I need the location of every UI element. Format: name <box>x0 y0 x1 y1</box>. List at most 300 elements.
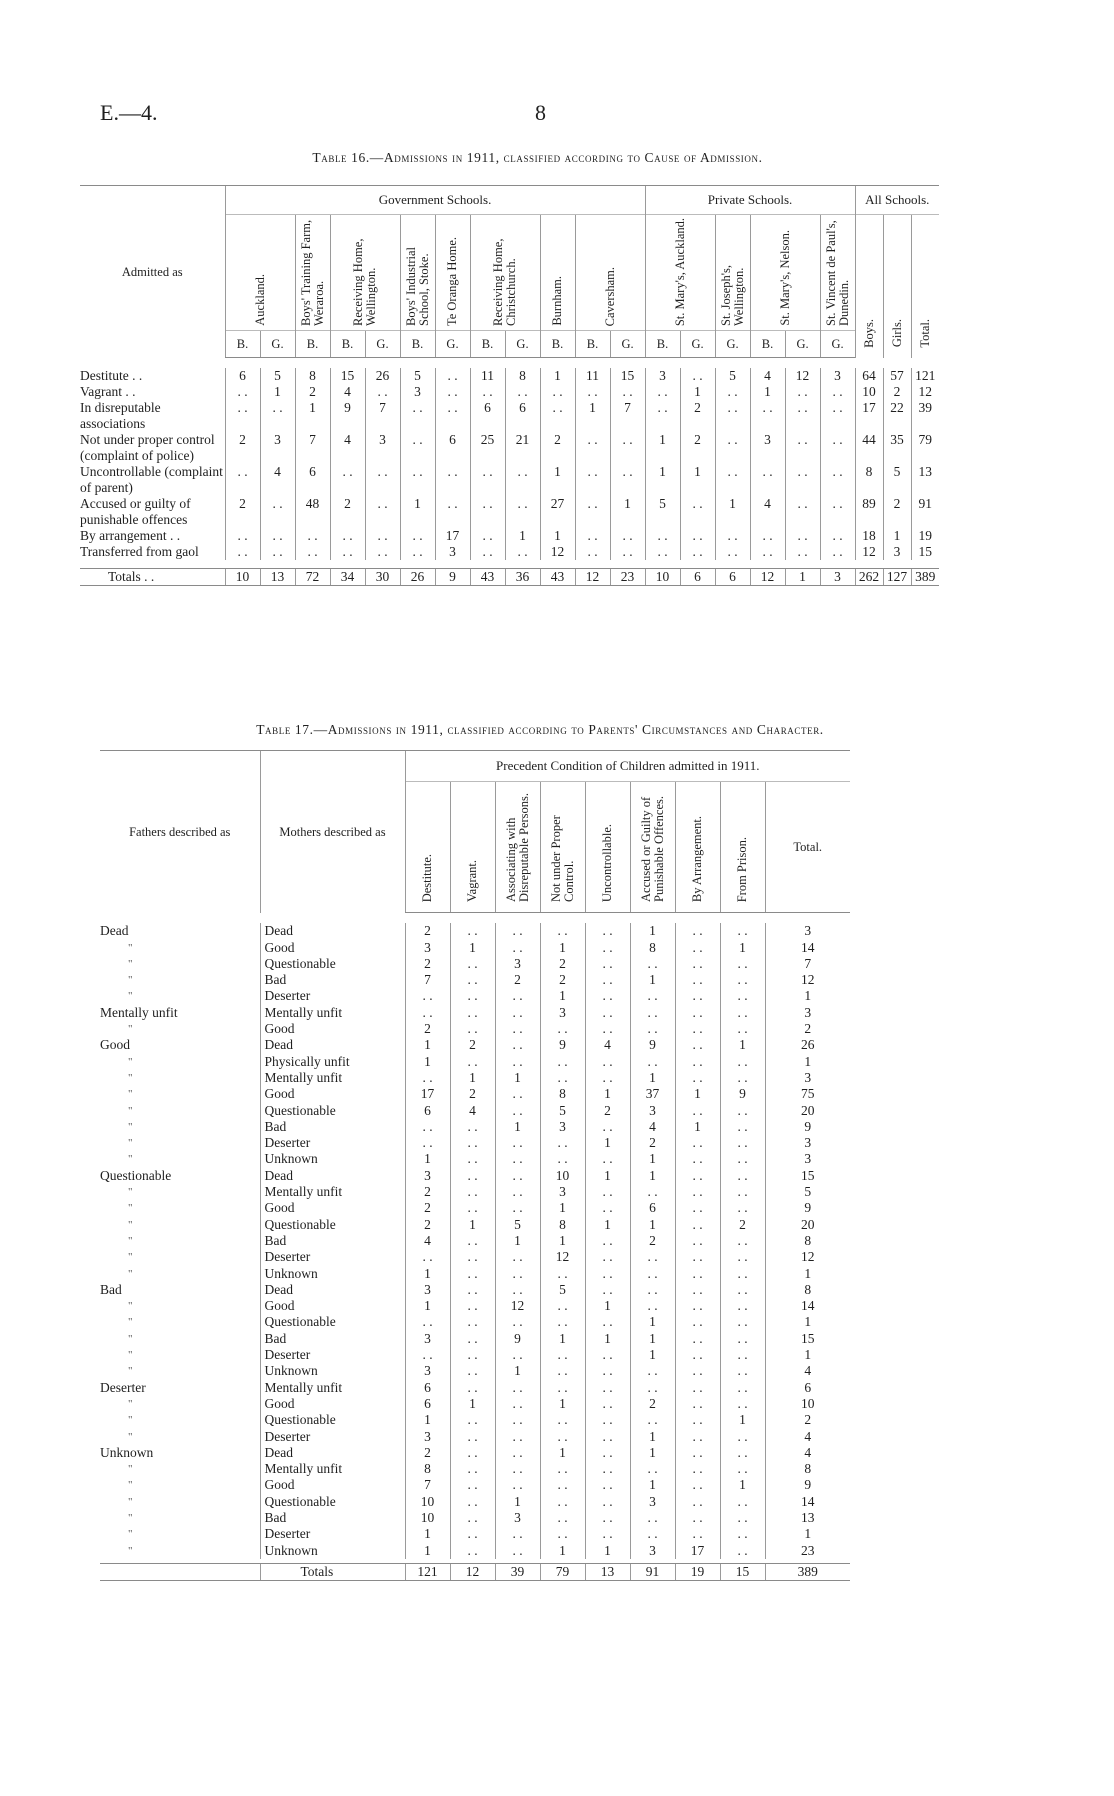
totals-cell: 12 <box>450 1563 495 1580</box>
table-cell: . . <box>540 1135 585 1151</box>
table-cell: 2 <box>630 1233 675 1249</box>
table-cell: . . <box>505 384 540 400</box>
table-cell: 57 <box>883 368 911 384</box>
table-cell: . . <box>675 923 720 939</box>
table-cell: 1 <box>540 464 575 496</box>
table-cell: . . <box>675 1412 720 1428</box>
table-cell: 1 <box>540 1200 585 1216</box>
father-description: " <box>128 1023 133 1036</box>
mother-description: Bad <box>260 972 405 988</box>
totals-cell: 6 <box>715 569 750 586</box>
table-cell: 2 <box>405 1184 450 1200</box>
table-cell: . . <box>575 384 610 400</box>
table-cell: 15 <box>330 368 365 384</box>
table-cell: 91 <box>911 496 939 528</box>
table-row <box>100 1494 850 1510</box>
table-cell: . . <box>400 544 435 560</box>
table-cell: 1 <box>630 1477 675 1493</box>
table-cell: . . <box>675 1526 720 1542</box>
mother-description: Good <box>260 1298 405 1314</box>
table-cell: 1 <box>630 1217 675 1233</box>
table-cell: 2 <box>680 400 715 432</box>
table-cell: . . <box>450 1380 495 1396</box>
table-cell: . . <box>585 1494 630 1510</box>
table-cell: 2 <box>405 956 450 972</box>
table-cell: 2 <box>330 496 365 528</box>
table-cell: 7 <box>295 432 330 464</box>
table-row <box>100 1510 850 1526</box>
totals-cell: 12 <box>750 569 785 586</box>
precedent-condition-header: Precedent Condition of Children admitted in 1911. <box>405 751 850 782</box>
table-row <box>80 384 939 400</box>
table-cell: . . <box>750 528 785 544</box>
table-cell: . . <box>540 1510 585 1526</box>
table-cell: . . <box>720 1543 765 1559</box>
condition-col-header <box>450 782 495 913</box>
table-cell: . . <box>585 1363 630 1379</box>
table-cell: . . <box>450 1021 495 1037</box>
table-cell: 2 <box>720 1217 765 1233</box>
table-cell: . . <box>675 1461 720 1477</box>
mother-description: Good <box>260 1086 405 1102</box>
table-cell: 3 <box>540 1119 585 1135</box>
table-cell: . . <box>575 496 610 528</box>
table-cell: . . <box>585 1119 630 1135</box>
table-cell: . . <box>405 1070 450 1086</box>
table-cell: . . <box>720 1266 765 1282</box>
table-cell: . . <box>330 528 365 544</box>
table-cell: . . <box>675 940 720 956</box>
table-cell: . . <box>675 1103 720 1119</box>
table-cell: 1 <box>680 464 715 496</box>
table-cell: . . <box>630 1412 675 1428</box>
table-cell: 3 <box>260 432 295 464</box>
table-cell: . . <box>630 1510 675 1526</box>
table-cell: 9 <box>495 1331 540 1347</box>
condition-col-header <box>675 782 720 913</box>
table-cell: . . <box>295 544 330 560</box>
table-cell: 8 <box>540 1217 585 1233</box>
table-cell: 18 <box>855 528 883 544</box>
mother-description: Mentally unfit <box>260 1184 405 1200</box>
table-row <box>100 1429 850 1445</box>
mother-description: Bad <box>260 1233 405 1249</box>
table-cell: . . <box>495 1314 540 1330</box>
table-cell: . . <box>675 1168 720 1184</box>
row-total: 12 <box>765 1249 850 1265</box>
totals-cell: 72 <box>295 569 330 586</box>
table-cell: . . <box>450 1119 495 1135</box>
row-total: 14 <box>765 940 850 956</box>
table-cell: 3 <box>630 1103 675 1119</box>
table-row <box>80 496 939 528</box>
table-cell: 1 <box>450 1217 495 1233</box>
father-description: " <box>128 1528 133 1541</box>
table-cell: . . <box>495 988 540 1004</box>
table-cell: . . <box>470 496 505 528</box>
table-cell: 5 <box>260 368 295 384</box>
row-total: 7 <box>765 956 850 972</box>
row-total: 14 <box>765 1494 850 1510</box>
table-cell: 1 <box>630 972 675 988</box>
table-cell: . . <box>450 1510 495 1526</box>
table-row <box>80 464 939 496</box>
table-row <box>100 923 850 939</box>
row-label: Not under proper control (complaint of police) <box>80 432 215 463</box>
table-cell: . . <box>435 368 470 384</box>
table-cell: . . <box>820 496 855 528</box>
table-cell: . . <box>365 544 400 560</box>
table-cell: . . <box>610 384 645 400</box>
mother-description: Deserter <box>260 1249 405 1265</box>
table-cell: . . <box>400 464 435 496</box>
table-cell: . . <box>820 384 855 400</box>
mother-description: Deserter <box>260 1526 405 1542</box>
table-cell: 26 <box>365 368 400 384</box>
table-cell: . . <box>575 528 610 544</box>
table-cell: . . <box>675 988 720 1004</box>
sex-subheader: B. <box>750 331 785 358</box>
table-row <box>100 1380 850 1396</box>
father-description: " <box>128 1414 133 1427</box>
table-cell: . . <box>495 1461 540 1477</box>
table-cell: 37 <box>630 1086 675 1102</box>
table16-caption: Table 16.—Admissions in 1911, classified according to Cause of Admission. <box>312 150 763 165</box>
father-description: Bad <box>100 1281 122 1297</box>
table-cell: . . <box>495 1396 540 1412</box>
table-cell: . . <box>785 528 820 544</box>
table-cell: 22 <box>883 400 911 432</box>
row-total: 9 <box>765 1200 850 1216</box>
table-cell: 4 <box>450 1103 495 1119</box>
sex-subheader: G. <box>435 331 470 358</box>
table-cell: 2 <box>883 384 911 400</box>
table-cell: 1 <box>720 1037 765 1053</box>
row-total: 4 <box>765 1429 850 1445</box>
table-cell: . . <box>495 1412 540 1428</box>
table-cell: . . <box>540 1054 585 1070</box>
table-cell: . . <box>715 432 750 464</box>
table-cell: . . <box>630 1380 675 1396</box>
table-cell: 17 <box>435 528 470 544</box>
table-cell: 1 <box>585 1086 630 1102</box>
table-cell: . . <box>680 496 715 528</box>
table-cell: . . <box>720 1298 765 1314</box>
totals-cell: 6 <box>680 569 715 586</box>
table-cell: . . <box>820 400 855 432</box>
table-cell: . . <box>820 528 855 544</box>
table-cell: 25 <box>470 432 505 464</box>
table-cell: 1 <box>405 1412 450 1428</box>
table-cell: . . <box>720 1168 765 1184</box>
table-cell: . . <box>720 1526 765 1542</box>
mother-description: Good <box>260 940 405 956</box>
totals-cell: 10 <box>225 569 260 586</box>
table-cell: 2 <box>540 432 575 464</box>
institution-header <box>435 215 470 331</box>
table-cell: 1 <box>575 400 610 432</box>
row-total: 20 <box>765 1103 850 1119</box>
table-cell: . . <box>260 528 295 544</box>
table-cell: 1 <box>715 496 750 528</box>
table-cell: . . <box>495 1086 540 1102</box>
table-cell: . . <box>495 1266 540 1282</box>
row-total: 2 <box>765 1412 850 1428</box>
table-cell: . . <box>225 400 260 432</box>
condition-col-label: Uncontrollable. <box>600 823 614 902</box>
table-cell: . . <box>540 1429 585 1445</box>
institution-header <box>470 215 540 331</box>
table-cell: . . <box>450 1363 495 1379</box>
table-cell: 121 <box>911 368 939 384</box>
table-row <box>100 940 850 956</box>
table-cell: 1 <box>585 1331 630 1347</box>
totals-cell: 127 <box>883 569 911 586</box>
row-label-header: Admitted as <box>80 186 225 358</box>
row-total: 2 <box>765 1021 850 1037</box>
table-cell: . . <box>630 956 675 972</box>
table-cell: 6 <box>295 464 330 496</box>
sex-subheader: B. <box>575 331 610 358</box>
table-cell: . . <box>675 1266 720 1282</box>
condition-col-label: Associating with Disreputable Persons. <box>503 792 531 902</box>
table-cell: . . <box>540 923 585 939</box>
table-cell: . . <box>435 496 470 528</box>
totals-cell: 23 <box>610 569 645 586</box>
table-cell: . . <box>630 1363 675 1379</box>
table-cell: . . <box>495 1445 540 1461</box>
institution-name: Te Oranga Home. <box>445 236 459 326</box>
row-total: 20 <box>765 1217 850 1233</box>
father-description: " <box>128 1218 133 1231</box>
table-cell: . . <box>495 1282 540 1298</box>
table-cell: 12 <box>855 544 883 560</box>
table-cell: . . <box>405 1314 450 1330</box>
father-description: Questionable <box>100 1167 172 1183</box>
table-cell: . . <box>610 544 645 560</box>
table-cell: 6 <box>505 400 540 432</box>
sex-subheader: B. <box>295 331 330 358</box>
table-cell: . . <box>495 1037 540 1053</box>
table-cell: 4 <box>330 432 365 464</box>
table-cell: . . <box>585 1445 630 1461</box>
table-row <box>100 1363 850 1379</box>
row-total: 1 <box>765 988 850 1004</box>
row-label: In disreputable associations <box>80 400 161 431</box>
mothers-header: Mothers described as <box>260 751 405 913</box>
table-cell: 12 <box>540 544 575 560</box>
table-cell: . . <box>820 544 855 560</box>
table-cell: . . <box>630 1526 675 1542</box>
table-cell: . . <box>450 1005 495 1021</box>
table-cell: . . <box>675 1217 720 1233</box>
table-cell: . . <box>585 940 630 956</box>
institution-name: St. Mary's, Nelson. <box>777 230 792 326</box>
table-cell: 1 <box>630 1331 675 1347</box>
table-cell: 3 <box>645 368 680 384</box>
table-cell: . . <box>365 528 400 544</box>
table-cell: . . <box>820 432 855 464</box>
table-cell: . . <box>720 1494 765 1510</box>
table-cell: . . <box>505 496 540 528</box>
table-cell: . . <box>540 1461 585 1477</box>
row-total: 1 <box>765 1314 850 1330</box>
table-cell: . . <box>495 1151 540 1167</box>
table-cell: 2 <box>405 1021 450 1037</box>
table-cell: 2 <box>883 496 911 528</box>
table-row <box>100 1445 850 1461</box>
condition-col-header <box>630 782 675 913</box>
table-cell: . . <box>675 1249 720 1265</box>
row-total: 8 <box>765 1461 850 1477</box>
mother-description: Questionable <box>260 1412 405 1428</box>
table-cell: . . <box>450 1168 495 1184</box>
mother-description: Dead <box>260 1168 405 1184</box>
institution-header <box>750 215 820 331</box>
table-cell: . . <box>585 1005 630 1021</box>
row-total: 26 <box>765 1037 850 1053</box>
father-description: " <box>128 1234 133 1247</box>
table-cell: . . <box>585 1510 630 1526</box>
sex-subheader: G. <box>505 331 540 358</box>
table-cell: 4 <box>750 368 785 384</box>
table-cell: 2 <box>585 1103 630 1119</box>
table-cell: . . <box>585 1526 630 1542</box>
row-total: 9 <box>765 1119 850 1135</box>
table-cell: . . <box>720 1445 765 1461</box>
table-cell: . . <box>585 1021 630 1037</box>
all-schools-col-label: Boys. <box>861 318 876 348</box>
table-cell: . . <box>540 400 575 432</box>
row-total: 75 <box>765 1086 850 1102</box>
table-cell: . . <box>225 384 260 400</box>
totals-spacer <box>100 1563 260 1580</box>
table-cell: 11 <box>575 368 610 384</box>
table-cell: 3 <box>405 1168 450 1184</box>
table-cell: . . <box>680 544 715 560</box>
table-row <box>100 1298 850 1314</box>
table-cell: . . <box>450 1412 495 1428</box>
table-cell: 1 <box>405 1266 450 1282</box>
table-cell: 7 <box>405 972 450 988</box>
table-cell: . . <box>405 1119 450 1135</box>
sex-subheader: B. <box>645 331 680 358</box>
table-cell: . . <box>585 1054 630 1070</box>
table-cell: . . <box>720 1331 765 1347</box>
table-cell: . . <box>720 1021 765 1037</box>
table-cell: 1 <box>630 923 675 939</box>
father-description: Good <box>100 1037 130 1053</box>
sex-subheader: B. <box>225 331 260 358</box>
table-cell: 3 <box>750 432 785 464</box>
table-cell: . . <box>720 956 765 972</box>
sex-subheader: G. <box>820 331 855 358</box>
table-row <box>80 544 939 560</box>
father-description: " <box>128 1479 133 1492</box>
totals-cell: 121 <box>405 1563 450 1580</box>
table-cell: 1 <box>645 464 680 496</box>
table-cell: . . <box>400 400 435 432</box>
table-cell: 1 <box>585 1135 630 1151</box>
father-description: " <box>128 1397 133 1410</box>
institution-name: Boys' Industrial School, Stoke. <box>403 247 431 326</box>
condition-col-header <box>495 782 540 913</box>
table-cell: 1 <box>505 528 540 544</box>
table-cell: . . <box>495 1429 540 1445</box>
table-cell: 2 <box>225 496 260 528</box>
table-row <box>100 956 850 972</box>
table-cell: 4 <box>630 1119 675 1135</box>
table-row <box>100 1282 850 1298</box>
condition-col-label: From Prison. <box>735 836 749 902</box>
table-cell: . . <box>675 1037 720 1053</box>
row-total: 15 <box>765 1168 850 1184</box>
institution-header <box>715 215 750 331</box>
table-cell: 12 <box>911 384 939 400</box>
table-cell: . . <box>610 432 645 464</box>
totals-cell: 262 <box>855 569 883 586</box>
table-cell: . . <box>720 1347 765 1363</box>
table-row <box>100 972 850 988</box>
mother-description: Deserter <box>260 1347 405 1363</box>
table-cell: . . <box>720 1054 765 1070</box>
table17-caption: Table 17.—Admissions in 1911, classified according to Parents' Circumstances and Character. <box>256 722 824 737</box>
mother-description: Questionable <box>260 1103 405 1119</box>
table-cell: . . <box>540 1412 585 1428</box>
table-cell: 6 <box>470 400 505 432</box>
table-cell: . . <box>400 528 435 544</box>
table-cell: . . <box>675 1380 720 1396</box>
table-cell: 12 <box>785 368 820 384</box>
table-cell: . . <box>450 1298 495 1314</box>
table-cell: 1 <box>585 1543 630 1559</box>
table-cell: 1 <box>630 1314 675 1330</box>
table-cell: . . <box>585 1396 630 1412</box>
table-cell: . . <box>675 1070 720 1086</box>
row-label: Uncontrollable (complaint of parent) <box>80 464 223 495</box>
table-row <box>100 1184 850 1200</box>
table-cell: 4 <box>330 384 365 400</box>
table-cell: . . <box>585 1347 630 1363</box>
table-cell: 1 <box>630 1445 675 1461</box>
table-cell: . . <box>450 1429 495 1445</box>
table-cell: . . <box>495 1526 540 1542</box>
table-cell: . . <box>540 1363 585 1379</box>
table-row <box>100 1477 850 1493</box>
institution-name: St. Vincent de Paul's, Dunedin. <box>823 220 851 326</box>
table-cell: 1 <box>405 1037 450 1053</box>
table-cell: . . <box>720 1119 765 1135</box>
table-cell: . . <box>610 464 645 496</box>
table-cell: . . <box>450 923 495 939</box>
table-cell: . . <box>785 432 820 464</box>
table-cell: . . <box>495 1103 540 1119</box>
table-cell: . . <box>540 1070 585 1086</box>
table-cell: . . <box>540 1380 585 1396</box>
page-number: 8 <box>535 100 546 125</box>
table-cell: 4 <box>585 1037 630 1053</box>
table-cell: . . <box>540 1298 585 1314</box>
table-cell: . . <box>400 432 435 464</box>
table-cell: . . <box>675 1054 720 1070</box>
table-cell: 9 <box>540 1037 585 1053</box>
condition-col-label: Not under Proper Control. <box>548 815 576 902</box>
sex-subheader: G. <box>680 331 715 358</box>
table-cell: 1 <box>495 1119 540 1135</box>
institution-name: Caversham. <box>602 266 617 326</box>
father-description: " <box>128 1186 133 1199</box>
table-cell: 11 <box>470 368 505 384</box>
